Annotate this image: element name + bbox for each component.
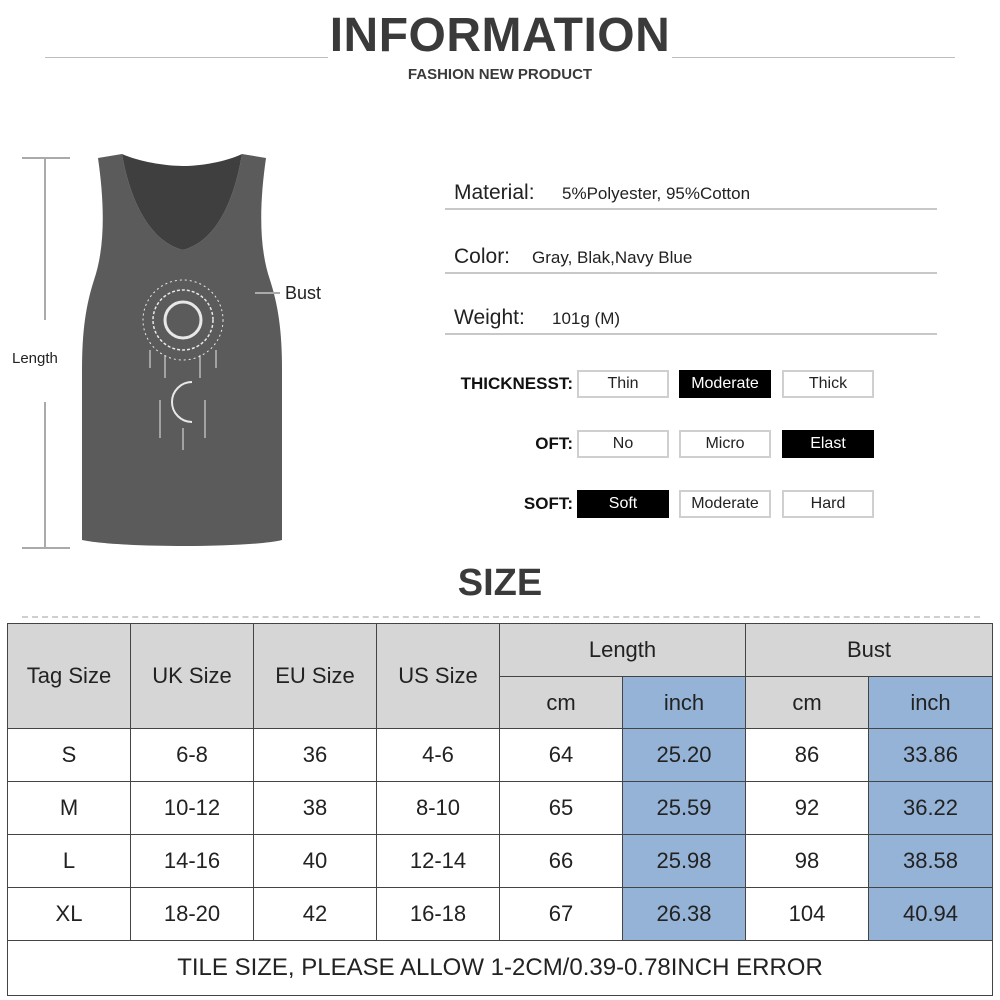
cell-length-inch: 26.38: [622, 887, 746, 941]
header-bust-inch: inch: [868, 676, 993, 729]
size-divider: [22, 616, 980, 618]
cell-bust-inch: 38.58: [868, 834, 993, 888]
cell-length-cm: 65: [499, 781, 623, 835]
cell-tag-size: S: [7, 728, 131, 782]
cell-length-inch: 25.20: [622, 728, 746, 782]
material-value: 5%Polyester, 95%Cotton: [562, 184, 751, 203]
cell-uk-size: 18-20: [130, 887, 254, 941]
material-key: Material:: [454, 181, 535, 204]
cell-length-cm: 64: [499, 728, 623, 782]
option-choice: Moderate: [679, 370, 771, 398]
page-subtitle: FASHION NEW PRODUCT: [407, 66, 593, 83]
header-us-size: US Size: [376, 623, 500, 729]
option-label: SOFT:: [523, 494, 573, 513]
header-uk-size: UK Size: [130, 623, 254, 729]
bust-label: Bust: [285, 283, 322, 303]
header-length-inch: inch: [622, 676, 746, 729]
cell-bust-inch: 33.86: [868, 728, 993, 782]
size-footer-note: TILE SIZE, PLEASE ALLOW 1-2CM/0.39-0.78INCH ERROR: [7, 940, 993, 996]
color-row: [445, 242, 937, 274]
cell-us-size: 4-6: [376, 728, 500, 782]
option-label: THICKNESST:: [460, 374, 573, 393]
cell-bust-inch: 36.22: [868, 781, 993, 835]
cell-tag-size: XL: [7, 887, 131, 941]
option-choice: No: [577, 430, 669, 458]
cell-bust-cm: 92: [745, 781, 869, 835]
cell-eu-size: 36: [253, 728, 377, 782]
cell-length-cm: 66: [499, 834, 623, 888]
cell-length-cm: 67: [499, 887, 623, 941]
header-length-cm: cm: [499, 676, 623, 729]
size-title: SIZE: [457, 562, 543, 604]
cell-bust-cm: 86: [745, 728, 869, 782]
cell-eu-size: 40: [253, 834, 377, 888]
cell-uk-size: 10-12: [130, 781, 254, 835]
header-tag-size: Tag Size: [7, 623, 131, 729]
cell-tag-size: L: [7, 834, 131, 888]
option-choice: Thin: [577, 370, 669, 398]
weight-key: Weight:: [454, 306, 525, 329]
header-bust-cm: cm: [745, 676, 869, 729]
option-choice: Elast: [782, 430, 874, 458]
option-choice: Micro: [679, 430, 771, 458]
cell-uk-size: 6-8: [130, 728, 254, 782]
cell-us-size: 8-10: [376, 781, 500, 835]
option-choice: Thick: [782, 370, 874, 398]
cell-bust-inch: 40.94: [868, 887, 993, 941]
cell-bust-cm: 98: [745, 834, 869, 888]
product-figure: [0, 150, 360, 560]
cell-bust-cm: 104: [745, 887, 869, 941]
cell-length-inch: 25.98: [622, 834, 746, 888]
weight-row: [445, 303, 937, 335]
cell-eu-size: 42: [253, 887, 377, 941]
cell-tag-size: M: [7, 781, 131, 835]
option-choice: Soft: [577, 490, 669, 518]
cell-us-size: 16-18: [376, 887, 500, 941]
cell-eu-size: 38: [253, 781, 377, 835]
cell-length-inch: 25.59: [622, 781, 746, 835]
cell-us-size: 12-14: [376, 834, 500, 888]
option-choice: Hard: [782, 490, 874, 518]
option-label: OFT:: [535, 434, 573, 453]
color-key: Color:: [454, 245, 511, 268]
weight-value: 101g (M): [552, 309, 621, 328]
header-eu-size: EU Size: [253, 623, 377, 729]
page-title: INFORMATION: [329, 9, 671, 62]
option-choice: Moderate: [679, 490, 771, 518]
header-length: Length: [499, 623, 746, 677]
length-label: Length: [12, 350, 58, 367]
header-bust: Bust: [745, 623, 993, 677]
material-row: [445, 178, 937, 210]
color-value: Gray, Blak,Navy Blue: [532, 248, 693, 267]
cell-uk-size: 14-16: [130, 834, 254, 888]
